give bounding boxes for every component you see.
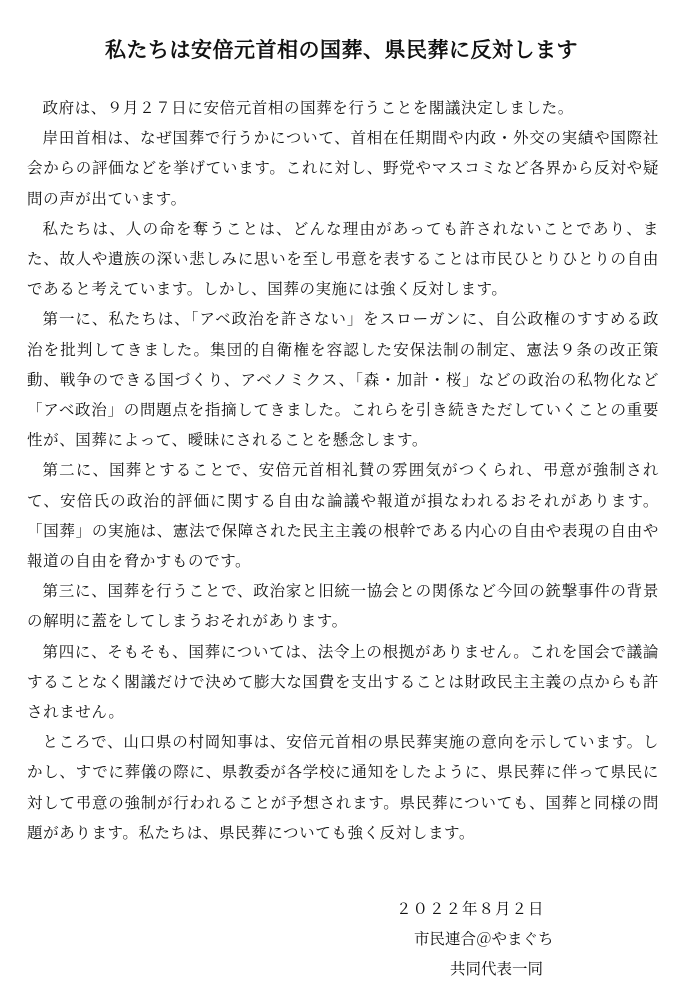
paragraph-2: 岸田首相は、なぜ国葬で行うかについて、首相在任期間や内政・外交の実績や国際社会からの評価などを挙げています。これに対し、野党やマスコミなど各界から反対や疑問の声が出ています。 <box>27 129 659 208</box>
paragraph-5: 第二に、国葬とすることで、安倍元首相礼賛の雰囲気がつくられ、弔意が強制されて、安倍氏の政治的評価に関する自由な論議や報道が損なわれるおそれがあります。「国葬」の実施は、憲法で保障された民主主義の根幹である内心の自由や表現の自由や報道の自由を脅かすものです。 <box>27 461 659 571</box>
signature-date: ２０２２年８月２日 <box>396 900 545 918</box>
signature-block <box>396 894 656 984</box>
paragraph-3: 私たちは、人の命を奪うことは、どんな理由があっても許されないことであり、また、故人や遺族の深い悲しみに思いを至し弔意を表することは市民ひとりひとりの自由であると考えています。しかし、国葬の実施には強く反対します。 <box>27 219 659 299</box>
paragraph-6: 第三に、国葬を行うことで、政治家と旧統一協会との関係など今回の銃撃事件の背景の解明に蓋をしてしまうおそれがあります。 <box>27 582 659 631</box>
paragraph-4: 第一に、私たちは、「アベ政治を許さない」をスローガンに、自公政権のすすめる政治を批判してきました。集団的自衛権を容認した安保法制の制定、憲法９条の改正策動、戦争のできる国づくり、アベノミクス、「森・加計・桜」などの政治の私物化など「アベ政治」の問題点を指摘してきました。これらを引き続きただしていくことの重要性が、国葬によって、曖昧にされることを懸念します。 <box>27 310 659 450</box>
paragraph-8: ところで、山口県の村岡知事は、安倍元首相の県民葬実施の意向を示しています。しかし、すでに葬儀の際に、県教委が各学校に通知をしたように、県民葬に伴って県民に対して弔意の強制が行われることが予想されます。県民葬についても、国葬と同様の問題があります。私たちは、県民葬についても強く反対します。 <box>27 733 659 842</box>
document-title: 私たちは安倍元首相の国葬、県民葬に反対します <box>105 38 578 62</box>
document-body <box>27 93 659 848</box>
signature-organization: 市民連合＠やまぐち <box>414 930 554 948</box>
paragraph-1: 政府は、９月２７日に安倍元首相の国葬を行うことを閣議決定しました。 <box>42 99 574 117</box>
paragraph-7: 第四に、そもそも、国葬については、法令上の根拠がありません。これを国会で議論することなく閣議だけで決めて膨大な国費を支出することは財政民主主義の点からも許されません。 <box>27 642 659 722</box>
signature-representative: 共同代表一同 <box>450 960 544 978</box>
